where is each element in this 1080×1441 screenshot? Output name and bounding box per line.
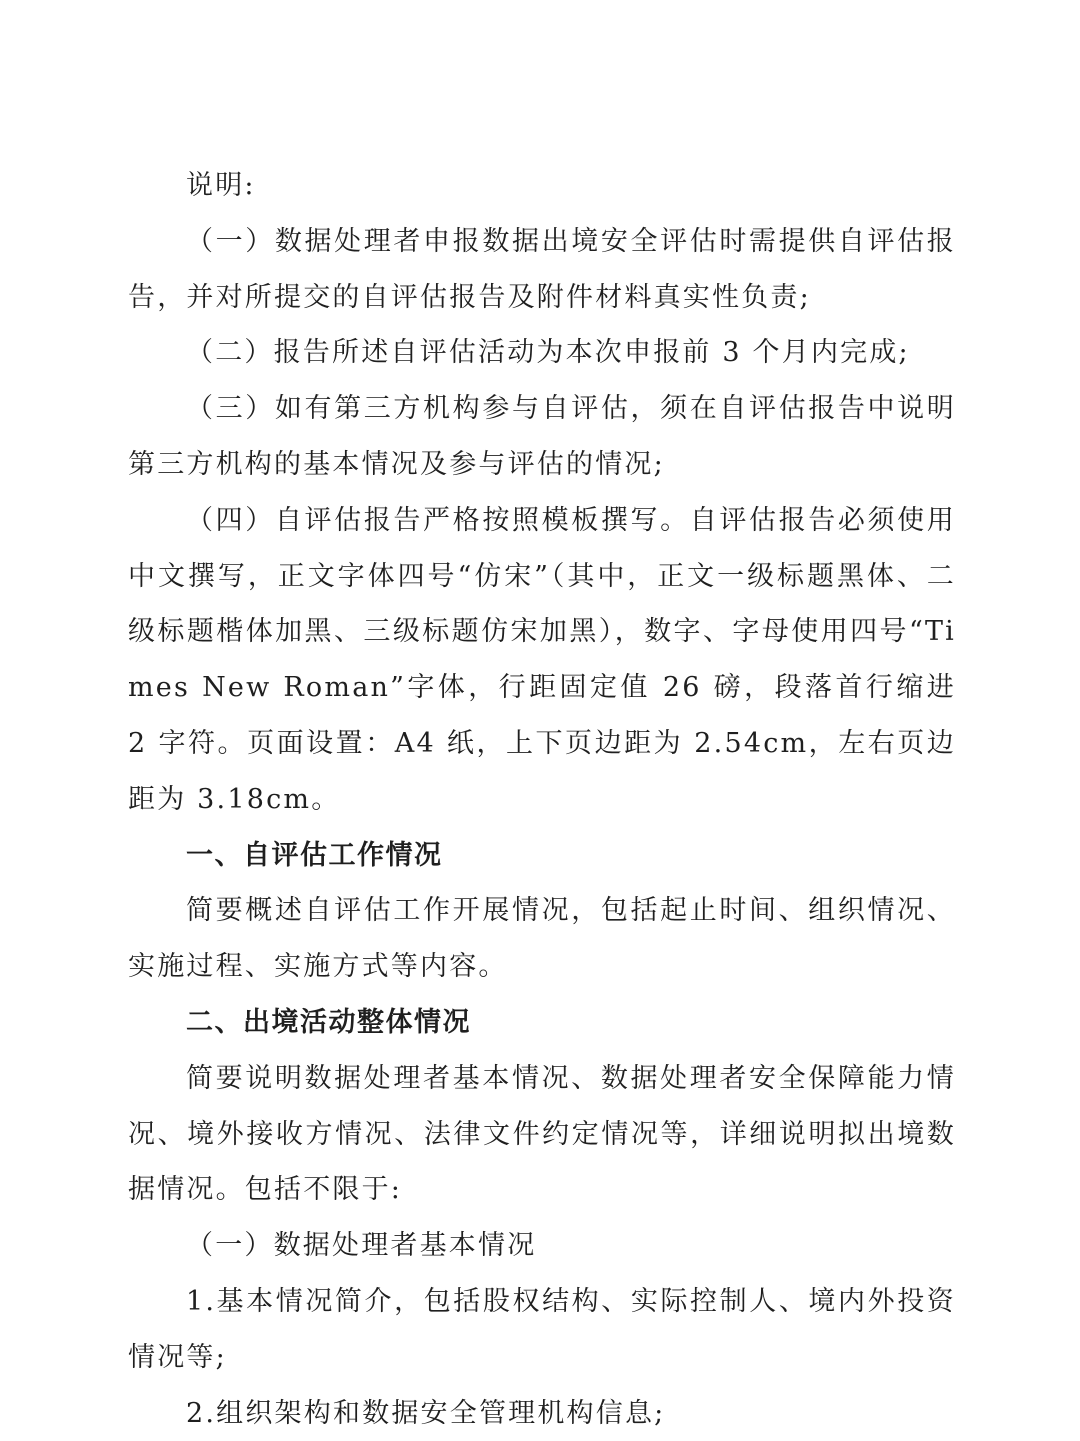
note-item-3: （三）如有第三方机构参与自评估，须在自评估报告中说明第三方机构的基本情况及参与评估的情况; (128, 393, 956, 480)
document-body (128, 158, 956, 1441)
subsection-heading-2-1: （一）数据处理者基本情况 (186, 1230, 537, 1262)
section-heading-1: 一、自评估工作情况 (186, 839, 443, 871)
section-2-body: 简要说明数据处理者基本情况、数据处理者安全保障能力情况、境外接收方情况、法律文件约定情况等，详细说明拟出境数据情况。包括不限于: (128, 1062, 956, 1206)
note-title: 说明: (186, 170, 256, 201)
note-item-1: （一）数据处理者申报数据出境安全评估时需提供自评估报告，并对所提交的自评估报告及附件材料真实性负责; (128, 225, 956, 313)
note-item-4: （四）自评估报告严格按照模板撰写。自评估报告必须使用中文撰写，正文字体四号“仿宋”（其中，正文一级标题黑体、二级标题楷体加黑、三级标题仿宋加黑），数字、字母使用四号“Times New Roman”字体，行距固定值 26 磅，段落首行缩进 2 字符。页面设置：A4 纸，上下页边距为 2.54cm，左右页边距为 3.18cm。 (128, 504, 956, 815)
list-item: 1.基本情况简介，包括股权结构、实际控制人、境内外投资情况等; (128, 1285, 956, 1373)
list-item: 2.组织架构和数据安全管理机构信息; (186, 1397, 666, 1429)
section-heading-2: 二、出境活动整体情况 (186, 1006, 471, 1038)
note-item-2: （二）报告所述自评估活动为本次申报前 3 个月内完成; (186, 337, 910, 369)
section-1-body: 简要概述自评估工作开展情况，包括起止时间、组织情况、实施过程、实施方式等内容。 (128, 895, 956, 983)
